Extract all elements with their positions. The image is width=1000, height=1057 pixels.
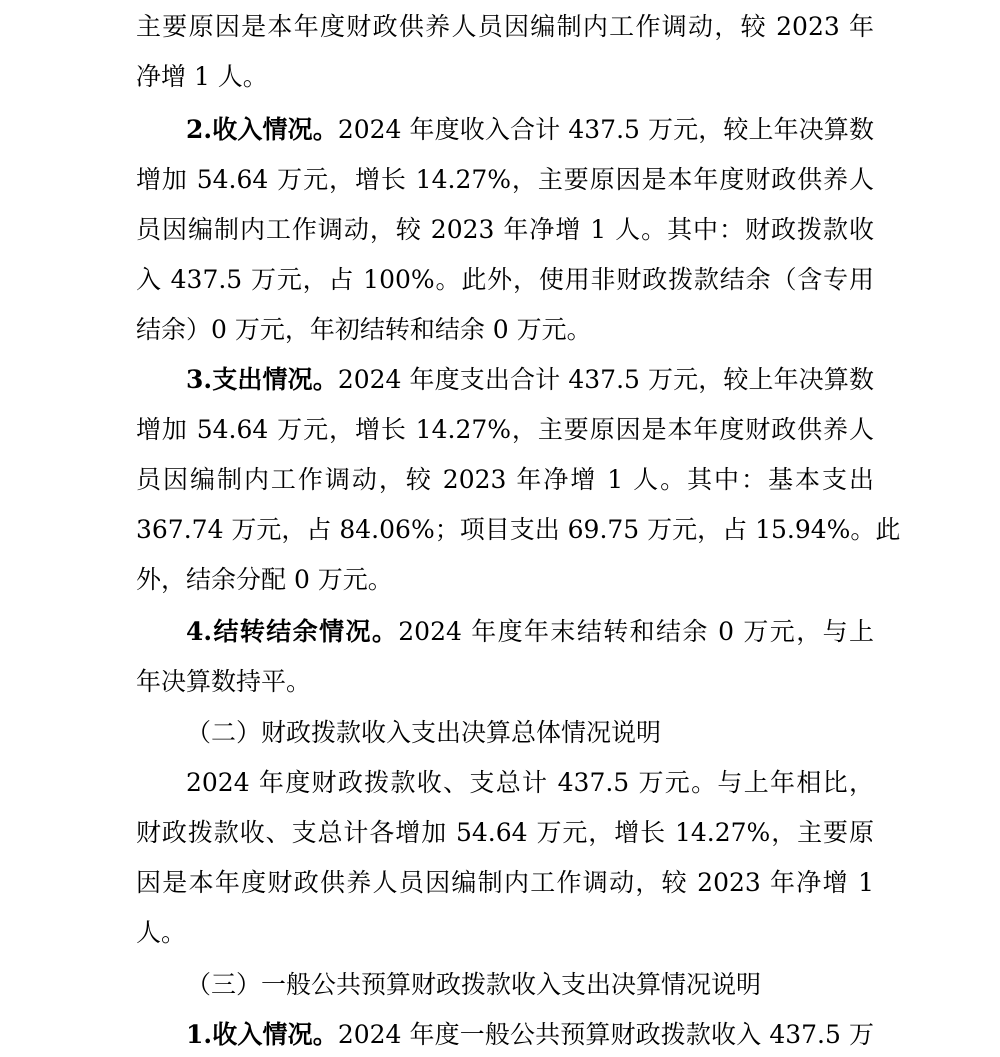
- paragraph-line: [136, 908, 874, 958]
- section-heading-2: [186, 708, 874, 758]
- paragraph-line: [136, 52, 874, 102]
- line-text: 增加 54.64 万元，增长 14.27%，主要原因是本年度财政供养人: [136, 415, 874, 444]
- line-text: 入 437.5 万元，占 100%。此外，使用非财政拨款结余（含专用: [136, 265, 874, 294]
- paragraph-line: [136, 555, 874, 605]
- paragraph-line: [136, 808, 874, 858]
- paragraph-line: [136, 405, 874, 455]
- line-text: 外，结余分配 0 万元。: [136, 565, 393, 594]
- section-heading-3: [186, 960, 874, 1010]
- line-text: 增加 54.64 万元，增长 14.27%，主要原因是本年度财政供养人: [136, 165, 874, 194]
- section-lead-expense: 3.支出情况。: [186, 365, 338, 394]
- paragraph-line: [136, 505, 901, 555]
- heading-text: （三）一般公共预算财政拨款收入支出决算情况说明: [186, 970, 762, 999]
- line-text: 2024 年度一般公共预算财政拨款收入 437.5 万: [337, 1020, 874, 1049]
- paragraph-line: [136, 205, 874, 255]
- paragraph-line-carryover: [186, 607, 874, 657]
- paragraph-line: [136, 455, 874, 505]
- section-lead-gp-income: 1.收入情况。: [186, 1020, 338, 1049]
- line-text: 2024 年度支出合计 437.5 万元，较上年决算数: [337, 365, 874, 394]
- section-lead-carryover: 4.结转结余情况。: [186, 617, 399, 646]
- line-text: 员因编制内工作调动，较 2023 年净增 1 人。其中：基本支出: [136, 465, 874, 494]
- line-text: 结余）0 万元，年初结转和结余 0 万元。: [136, 315, 592, 344]
- paragraph-line-income: [186, 105, 874, 155]
- line-text: 2024 年度年末结转和结余 0 万元，与上: [398, 617, 874, 646]
- paragraph-line: [136, 255, 874, 305]
- line-text: 净增 1 人。: [136, 62, 268, 91]
- heading-text: （二）财政拨款收入支出决算总体情况说明: [186, 718, 662, 747]
- line-text: 2024 年度收入合计 437.5 万元，较上年决算数: [337, 115, 874, 144]
- paragraph-line: [136, 657, 874, 707]
- line-text: 367.74 万元，占 84.06%；项目支出 69.75 万元，占 15.94%。此: [136, 515, 901, 544]
- paragraph-line: [186, 758, 874, 808]
- line-text: 人。: [136, 918, 187, 947]
- paragraph-line: [136, 2, 874, 52]
- line-text: 员因编制内工作调动，较 2023 年净增 1 人。其中：财政拨款收: [136, 215, 874, 244]
- line-text: 2024 年度财政拨款收、支总计 437.5 万元。与上年相比，: [186, 768, 874, 797]
- line-text: 财政拨款收、支总计各增加 54.64 万元，增长 14.27%，主要原: [136, 818, 874, 847]
- paragraph-line-gp-income: [186, 1010, 874, 1057]
- line-text: 年决算数持平。: [136, 667, 312, 696]
- paragraph-line: [136, 305, 874, 355]
- line-text: 因是本年度财政供养人员因编制内工作调动，较 2023 年净增 1: [136, 868, 874, 897]
- line-text: 主要原因是本年度财政供养人员因编制内工作调动，较 2023 年: [136, 12, 874, 41]
- paragraph-line: [136, 858, 874, 908]
- paragraph-line: [136, 155, 874, 205]
- section-lead-income: 2.收入情况。: [186, 115, 338, 144]
- paragraph-line-expense: [186, 355, 874, 405]
